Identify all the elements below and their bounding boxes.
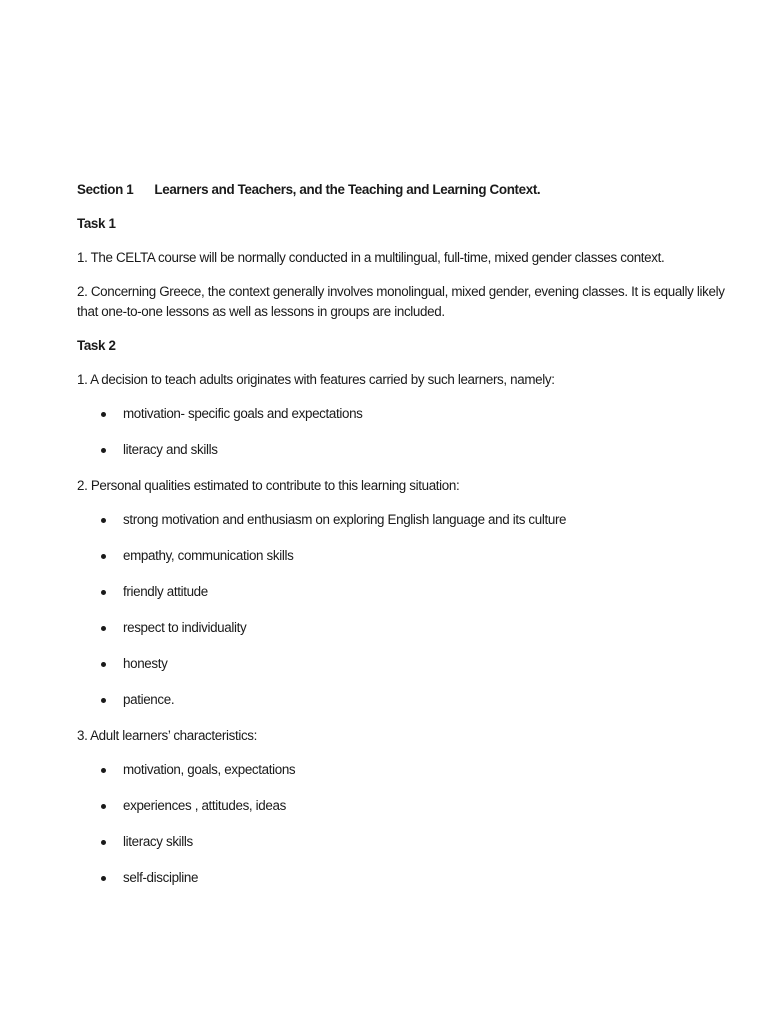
bullet-icon xyxy=(101,554,106,559)
bullet-icon xyxy=(101,768,106,773)
bullet-icon xyxy=(101,698,106,703)
bullet-icon xyxy=(101,662,106,667)
list-item: patience. xyxy=(77,690,737,710)
bullet-icon xyxy=(101,448,106,453)
section-title: Learners and Teachers, and the Teaching and Learning Context. xyxy=(154,182,541,197)
list-item: motivation- specific goals and expectations xyxy=(77,404,737,424)
list-item: self-discipline xyxy=(77,868,737,888)
bullet-icon xyxy=(101,804,106,809)
document-page xyxy=(77,180,737,902)
bullet-icon xyxy=(101,626,106,631)
task2-question-2: 2. Personal qualities estimated to contribute to this learning situation: xyxy=(77,478,460,493)
list-item: honesty xyxy=(77,654,737,674)
task2-question-1: 1. A decision to teach adults originates with features carried by such learners, namely: xyxy=(77,372,555,387)
task2-q2-list xyxy=(77,510,737,710)
task2-q1-list xyxy=(77,404,737,460)
bullet-icon xyxy=(101,876,106,881)
list-item: friendly attitude xyxy=(77,582,737,602)
section-label: Section 1 xyxy=(77,182,134,197)
task2-q3-list xyxy=(77,760,737,888)
bullet-icon xyxy=(101,840,106,845)
task1-paragraph-2: 2. Concerning Greece, the context generally involves monolingual, mixed gender, evening classes. It is equally likely that one-to-one lessons as well as lessons in groups are included. xyxy=(77,284,725,319)
list-item: literacy skills xyxy=(77,832,737,852)
list-item: empathy, communication skills xyxy=(77,546,737,566)
task1-heading: Task 1 xyxy=(77,216,116,231)
section-heading xyxy=(77,180,737,200)
list-item: experiences , attitudes, ideas xyxy=(77,796,737,816)
list-item: literacy and skills xyxy=(77,440,737,460)
task2-heading: Task 2 xyxy=(77,338,116,353)
list-item: motivation, goals, expectations xyxy=(77,760,737,780)
task2-question-3: 3. Adult learners’ characteristics: xyxy=(77,728,258,743)
bullet-icon xyxy=(101,412,106,417)
bullet-icon xyxy=(101,590,106,595)
bullet-icon xyxy=(101,518,106,523)
list-item: strong motivation and enthusiasm on exploring English language and its culture xyxy=(77,510,737,530)
list-item: respect to individuality xyxy=(77,618,737,638)
task1-paragraph-1: 1. The CELTA course will be normally conducted in a multilingual, full-time, mixed gender classes context. xyxy=(77,250,665,265)
